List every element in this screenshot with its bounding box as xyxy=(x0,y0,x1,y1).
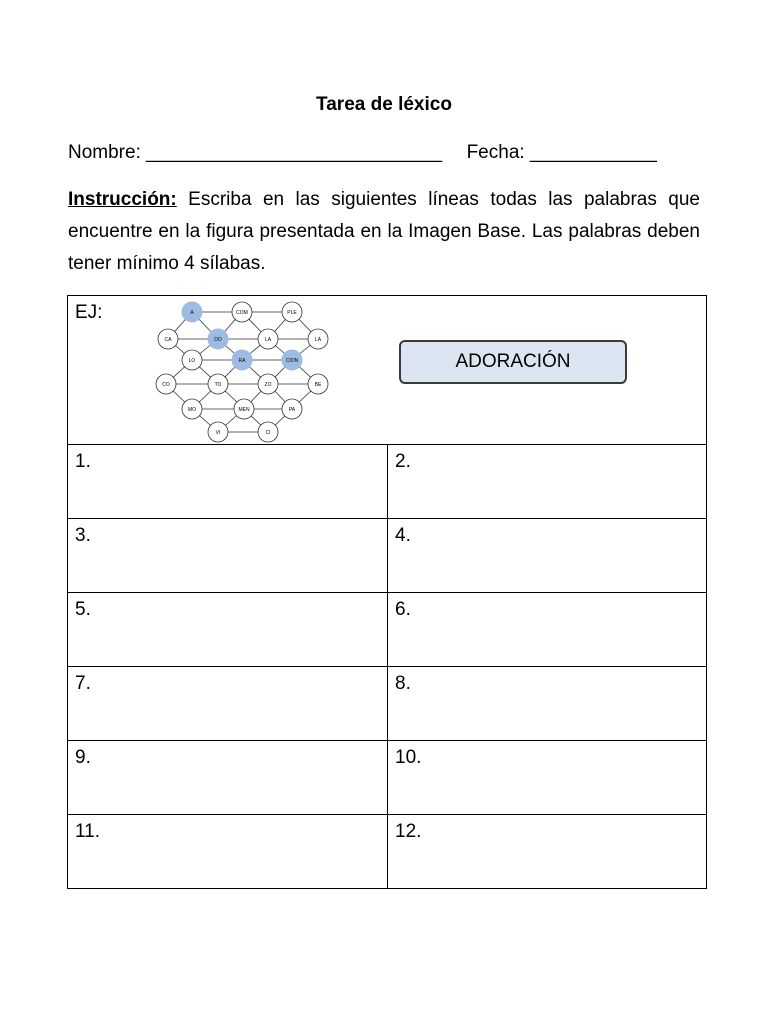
node-label: COM xyxy=(236,310,248,316)
node-label: ZO xyxy=(264,382,272,388)
name-blank[interactable]: ____________________________ xyxy=(146,142,443,163)
table-row xyxy=(68,593,707,667)
instruction-paragraph xyxy=(68,184,700,280)
table-row xyxy=(68,519,707,593)
node-label: VI xyxy=(215,430,221,436)
answer-cell[interactable]: 3. xyxy=(68,519,388,593)
answer-cell[interactable]: 7. xyxy=(68,667,388,741)
instruction-label: Instrucción: xyxy=(68,189,177,210)
answer-cell[interactable]: 4. xyxy=(388,519,707,593)
instruction-text: Escriba en las siguientes líneas todas las palabras que encuentre en la figura presentada en la Imagen Base. Las palabras deben tener mínimo 4 sílabas. xyxy=(68,189,700,274)
node-label: LO xyxy=(188,358,196,364)
worksheet-title: Tarea de léxico xyxy=(316,94,452,115)
node-label: CO xyxy=(162,382,170,388)
name-label: Nombre: xyxy=(68,142,141,163)
example-cell xyxy=(68,296,707,445)
node-label: PA xyxy=(288,407,296,413)
node-label: MO xyxy=(187,407,197,413)
example-word-box: ADORACIÓN xyxy=(399,340,627,384)
answer-cell[interactable]: 11. xyxy=(68,815,388,889)
node-label: PLE xyxy=(287,310,297,316)
table-row xyxy=(68,741,707,815)
table-row xyxy=(68,445,707,519)
name-date-line xyxy=(68,142,657,164)
node-label: TO xyxy=(214,382,222,388)
table-row xyxy=(68,667,707,741)
node-label: MEN xyxy=(238,407,250,413)
date-label: Fecha: xyxy=(466,142,525,163)
node-label: CION xyxy=(285,358,299,364)
node-label: A xyxy=(190,310,194,316)
node-label: DO xyxy=(214,337,222,343)
node-label: LA xyxy=(264,337,272,343)
syllable-graph xyxy=(148,298,338,444)
node-label: LA xyxy=(314,337,322,343)
answer-cell[interactable]: 9. xyxy=(68,741,388,815)
node-label: RA xyxy=(238,358,246,364)
answer-cell[interactable]: 12. xyxy=(388,815,707,889)
node-label: CI xyxy=(265,430,271,436)
node-label: BE xyxy=(314,382,322,388)
answer-cell[interactable]: 8. xyxy=(388,667,707,741)
answer-table xyxy=(67,295,707,889)
answer-cell[interactable]: 2. xyxy=(388,445,707,519)
node-label: CA xyxy=(164,337,172,343)
answer-cell[interactable]: 5. xyxy=(68,593,388,667)
example-label: EJ: xyxy=(75,302,103,323)
date-blank[interactable]: ____________ xyxy=(529,142,657,163)
answer-cell[interactable]: 10. xyxy=(388,741,707,815)
answer-cell[interactable]: 1. xyxy=(68,445,388,519)
table-row xyxy=(68,815,707,889)
answer-cell[interactable]: 6. xyxy=(388,593,707,667)
